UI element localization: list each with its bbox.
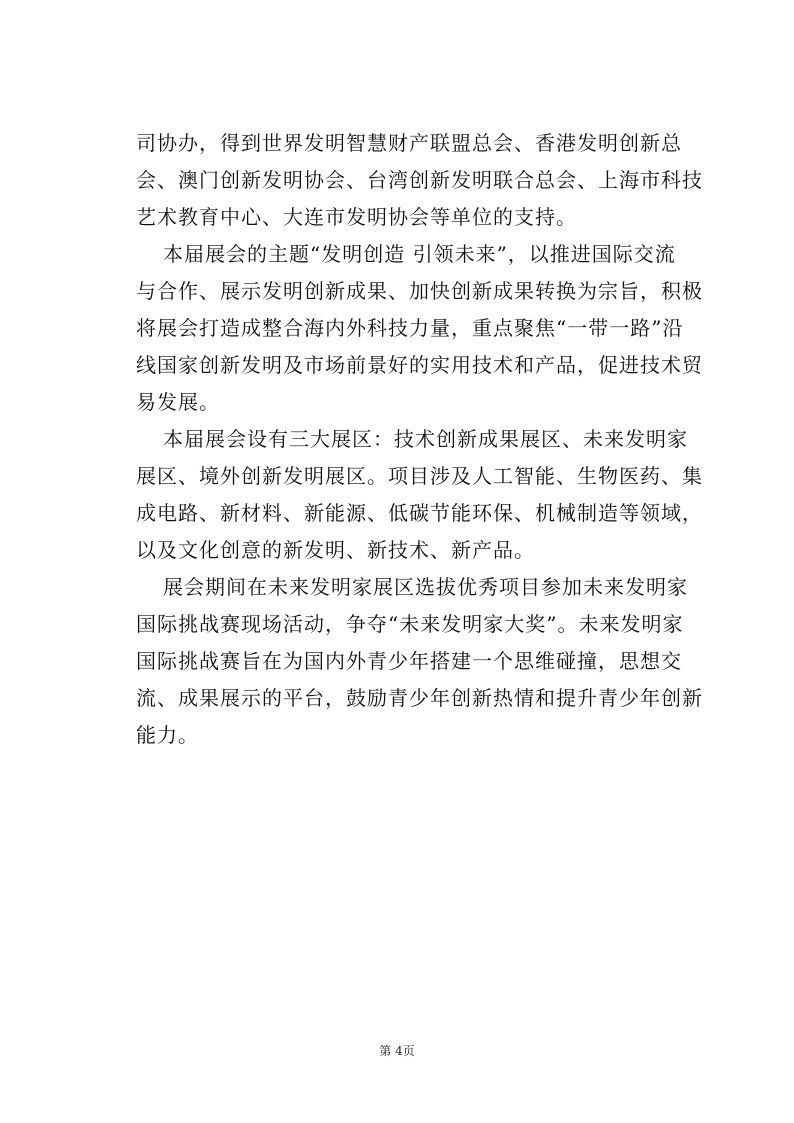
paragraph-line: 流、成果展示的平台，鼓励青少年创新热情和提升青少年创新 <box>136 686 703 710</box>
paragraph-line: 国际挑战赛旨在为国内外青少年搭建一个思维碰撞，思想交 <box>136 649 682 673</box>
paragraph-line: 国际挑战赛现场活动，争夺“未来发明家大奖”。未来发明家 <box>136 612 684 636</box>
paragraph-line: 展区、境外创新发明展区。项目涉及人工智能、生物医药、集 <box>136 464 703 488</box>
document-body <box>136 125 703 754</box>
paragraph-line: 能力。 <box>136 723 199 747</box>
paragraph-line: 司协办，得到世界发明智慧财产联盟总会、香港发明创新总 <box>136 131 682 155</box>
paragraph-line: 展会期间在未来发明家展区选拔优秀项目参加未来发明家 <box>163 575 688 599</box>
page-number: 第 4页 <box>379 1044 415 1058</box>
paragraph-line: 将展会打造成整合海内外科技力量，重点聚焦“一带一路”沿 <box>136 316 684 340</box>
paragraph-line: 本届展会设有三大展区：技术创新成果展区、未来发明家 <box>163 427 688 451</box>
paragraph-line: 艺术教育中心、大连市发明协会等单位的支持。 <box>136 205 577 229</box>
paragraph-line: 易发展。 <box>136 390 220 414</box>
paragraph-1 <box>136 125 703 236</box>
paragraph-4 <box>136 569 703 754</box>
paragraph-2 <box>136 236 703 421</box>
paragraph-line: 线国家创新发明及市场前景好的实用技术和产品，促进技术贸 <box>136 353 703 377</box>
paragraph-line: 以及文化创意的新发明、新技术、新产品。 <box>136 538 535 562</box>
paragraph-line: 成电路、新材料、新能源、低碳节能环保、机械制造等领域， <box>136 501 703 525</box>
paragraph-line: 本届展会的主题“发明创造 引领未来”，以推进国际交流 <box>163 242 676 266</box>
paragraph-line: 与合作、展示发明创新成果、加快创新成果转换为宗旨，积极 <box>136 279 703 303</box>
paragraph-line: 会、澳门创新发明协会、台湾创新发明联合总会、上海市科技 <box>136 168 703 192</box>
paragraph-3 <box>136 421 703 569</box>
